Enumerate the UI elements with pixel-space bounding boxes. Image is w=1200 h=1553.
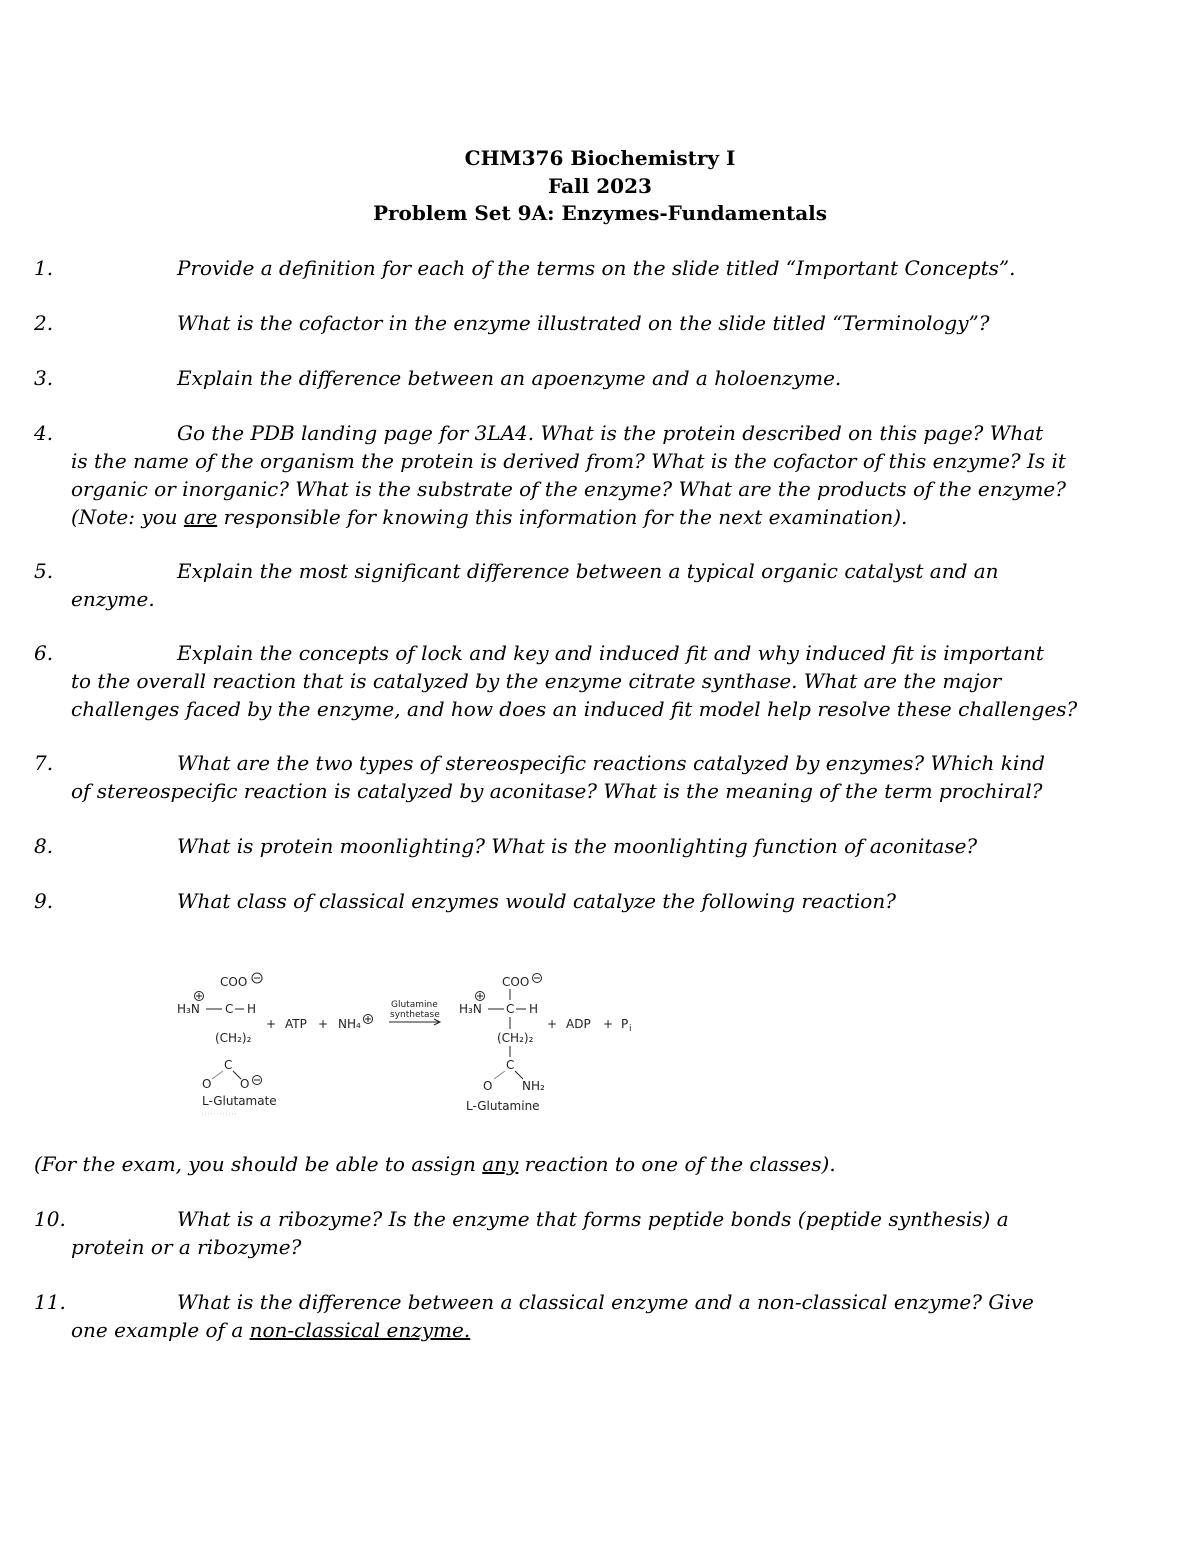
alpha-carbon: C [225,1002,234,1016]
ammonium-group: H₃N [459,1002,482,1016]
enzyme-name-line2: synthetase [390,1010,440,1020]
term: Fall 2023 [548,174,652,198]
question-number: 3. [34,366,54,390]
question-text: What is the cofactor in the enzyme illustrated on the slide titled “Terminology”? [177,311,990,335]
ammonium-label: NH₄ [338,1017,361,1031]
question-text: Explain the concepts of lock and key and induced fit and why induced fit is important [177,641,1044,665]
question-10 [34,1205,1034,1261]
question-number: 5. [34,559,54,583]
oxygen: O [240,1077,250,1091]
question-text: What class of classical enzymes would catalyze the following reaction? [177,889,896,913]
atp-label: ATP [285,1017,307,1031]
hydrogen: H [529,1002,539,1016]
exam-note: (For the exam, you should be able to assign any reaction to one of the classes). [34,1152,836,1176]
question-text-line: challenges faced by the enzyme, and how does an induced fit model help resolve these challenges? [71,697,1078,721]
underlined-word: are [183,505,218,529]
alpha-carbon: C [506,1002,515,1016]
hydrogen: H [247,1002,257,1016]
amide-group: NH₂ [522,1079,545,1093]
question-text: Provide a definition for each of the terms on the slide titled “Important Concepts”. [177,256,1016,280]
question-text: What are the two types of stereospecific reactions catalyzed by enzymes? Which kind [177,751,1045,775]
question-text-line: organic or inorganic? What is the substrate of the enzyme? What are the products of the enzyme? [71,477,1066,501]
question-number: 8. [34,834,54,858]
question-note: (Note: you are responsible for knowing this information for the next examination). [71,505,908,529]
carboxyl-carbon: C [506,1058,515,1072]
methylene-chain: (CH₂)₂ [215,1031,252,1045]
question-text-line: to the overall reaction that is catalyzed by the enzyme citrate synthase. What are the major [71,669,1002,693]
course-title: CHM376 Biochemistry I [464,146,736,170]
underlined-phrase: non-classical enzyme. [249,1318,471,1342]
plus-sign: + [266,1017,277,1031]
plus-sign: + [318,1017,329,1031]
question-text: What is a ribozyme? Is the enzyme that forms peptide bonds (peptide synthesis) a [177,1207,1009,1231]
question-text-line: one example of a non-classical enzyme. [71,1318,471,1342]
question-11 [34,1288,1034,1344]
question-text: Explain the difference between an apoenzyme and a holoenzyme. [177,366,842,390]
question-text: What is the difference between a classical enzyme and a non-classical enzyme? Give [177,1290,1034,1314]
question-text: Explain the most significant difference between a typical organic catalyst and an [177,559,999,583]
question-number: 9. [34,889,54,913]
phosphate-subscript: i [629,1024,632,1034]
question-text: Go the PDB landing page for 3LA4. What is the protein described on this page? What [177,421,1044,445]
problem-set-title: Problem Set 9A: Enzymes-Fundamentals [372,201,828,225]
question-number: 10. [34,1207,66,1231]
question-number: 1. [34,256,54,280]
question-text-line: of stereospecific reaction is catalyzed by aconitase? What is the meaning of the term prochiral? [71,779,1043,803]
carboxylate-label: COO [220,975,248,989]
oxygen: O [202,1077,212,1091]
ammonium-group: H₃N [177,1002,200,1016]
l-glutamate-label: L-Glutamate [202,1094,277,1108]
question-number: 2. [34,311,54,335]
oxygen: O [483,1079,493,1093]
question-text-line: is the name of the organism the protein is derived from? What is the cofactor of this enzyme? Is it [71,449,1066,473]
carboxyl-carbon: C [224,1058,233,1072]
question-text-line: enzyme. [71,587,155,611]
phosphate-label: P [621,1017,629,1031]
plus-sign: + [547,1017,558,1031]
l-glutamine-label: L-Glutamine [466,1099,540,1113]
question-number: 7. [34,751,54,775]
question-text-line: protein or a ribozyme? [71,1235,302,1259]
methylene-chain: (CH₂)₂ [497,1031,534,1045]
carboxylate-label: COO [502,975,530,989]
question-text: What is protein moonlighting? What is the moonlighting function of aconitase? [177,834,978,858]
plus-sign: + [603,1017,614,1031]
adp-label: ADP [566,1017,591,1031]
question-number: 11. [34,1290,66,1314]
underlined-word: any [482,1152,519,1176]
question-number: 6. [34,641,54,665]
question-number: 4. [34,421,54,445]
enzyme-name-line1: Glutamine [391,1000,438,1010]
